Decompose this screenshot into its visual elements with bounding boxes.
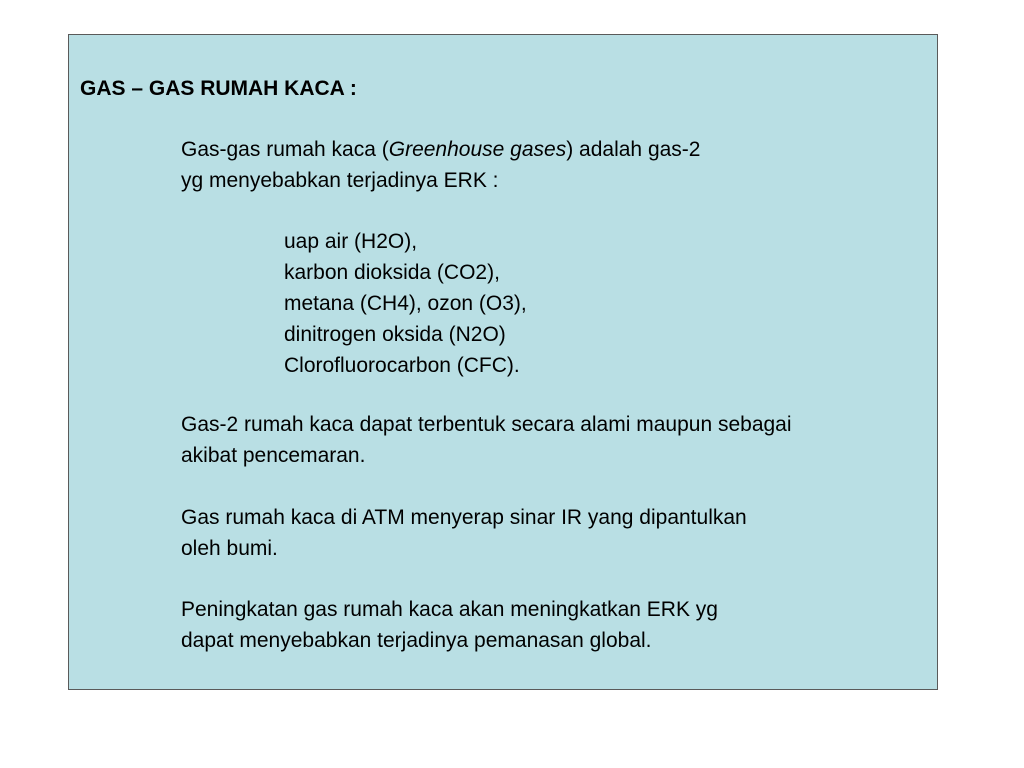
intro-italic-term: Greenhouse gases: [388, 138, 567, 161]
slide-title: GAS – GAS RUMAH KACA :: [80, 77, 357, 100]
absorption-paragraph: [181, 502, 747, 564]
absorption-line-2: oleh bumi.: [181, 537, 278, 560]
list-item: metana (CH4), ozon (O3),: [284, 292, 527, 315]
intro-text-before: Gas-gas rumah kaca (: [181, 138, 389, 161]
formation-paragraph: [181, 409, 792, 471]
intro-text-after: ) adalah gas-2: [566, 138, 701, 161]
absorption-line-1: Gas rumah kaca di ATM menyerap sinar IR yang dipantulkan: [181, 506, 747, 529]
slide-content-box: [68, 34, 938, 690]
intro-line-2: yg menyebabkan terjadinya ERK :: [181, 169, 499, 192]
list-item: dinitrogen oksida (N2O): [284, 323, 506, 346]
warming-line-1: Peningkatan gas rumah kaca akan meningkatkan ERK yg: [181, 598, 718, 621]
formation-line-2: akibat pencemaran.: [181, 444, 366, 467]
formation-line-1: Gas-2 rumah kaca dapat terbentuk secara alami maupun sebagai: [181, 413, 792, 436]
intro-paragraph: [181, 134, 700, 196]
intro-line-1: [181, 134, 700, 165]
gas-list: [284, 226, 527, 381]
list-item: karbon dioksida (CO2),: [284, 261, 500, 284]
list-item: uap air (H2O),: [284, 230, 418, 253]
list-item: Clorofluorocarbon (CFC).: [284, 354, 520, 377]
warming-line-2: dapat menyebabkan terjadinya pemanasan global.: [181, 629, 652, 652]
warming-paragraph: [181, 594, 718, 656]
